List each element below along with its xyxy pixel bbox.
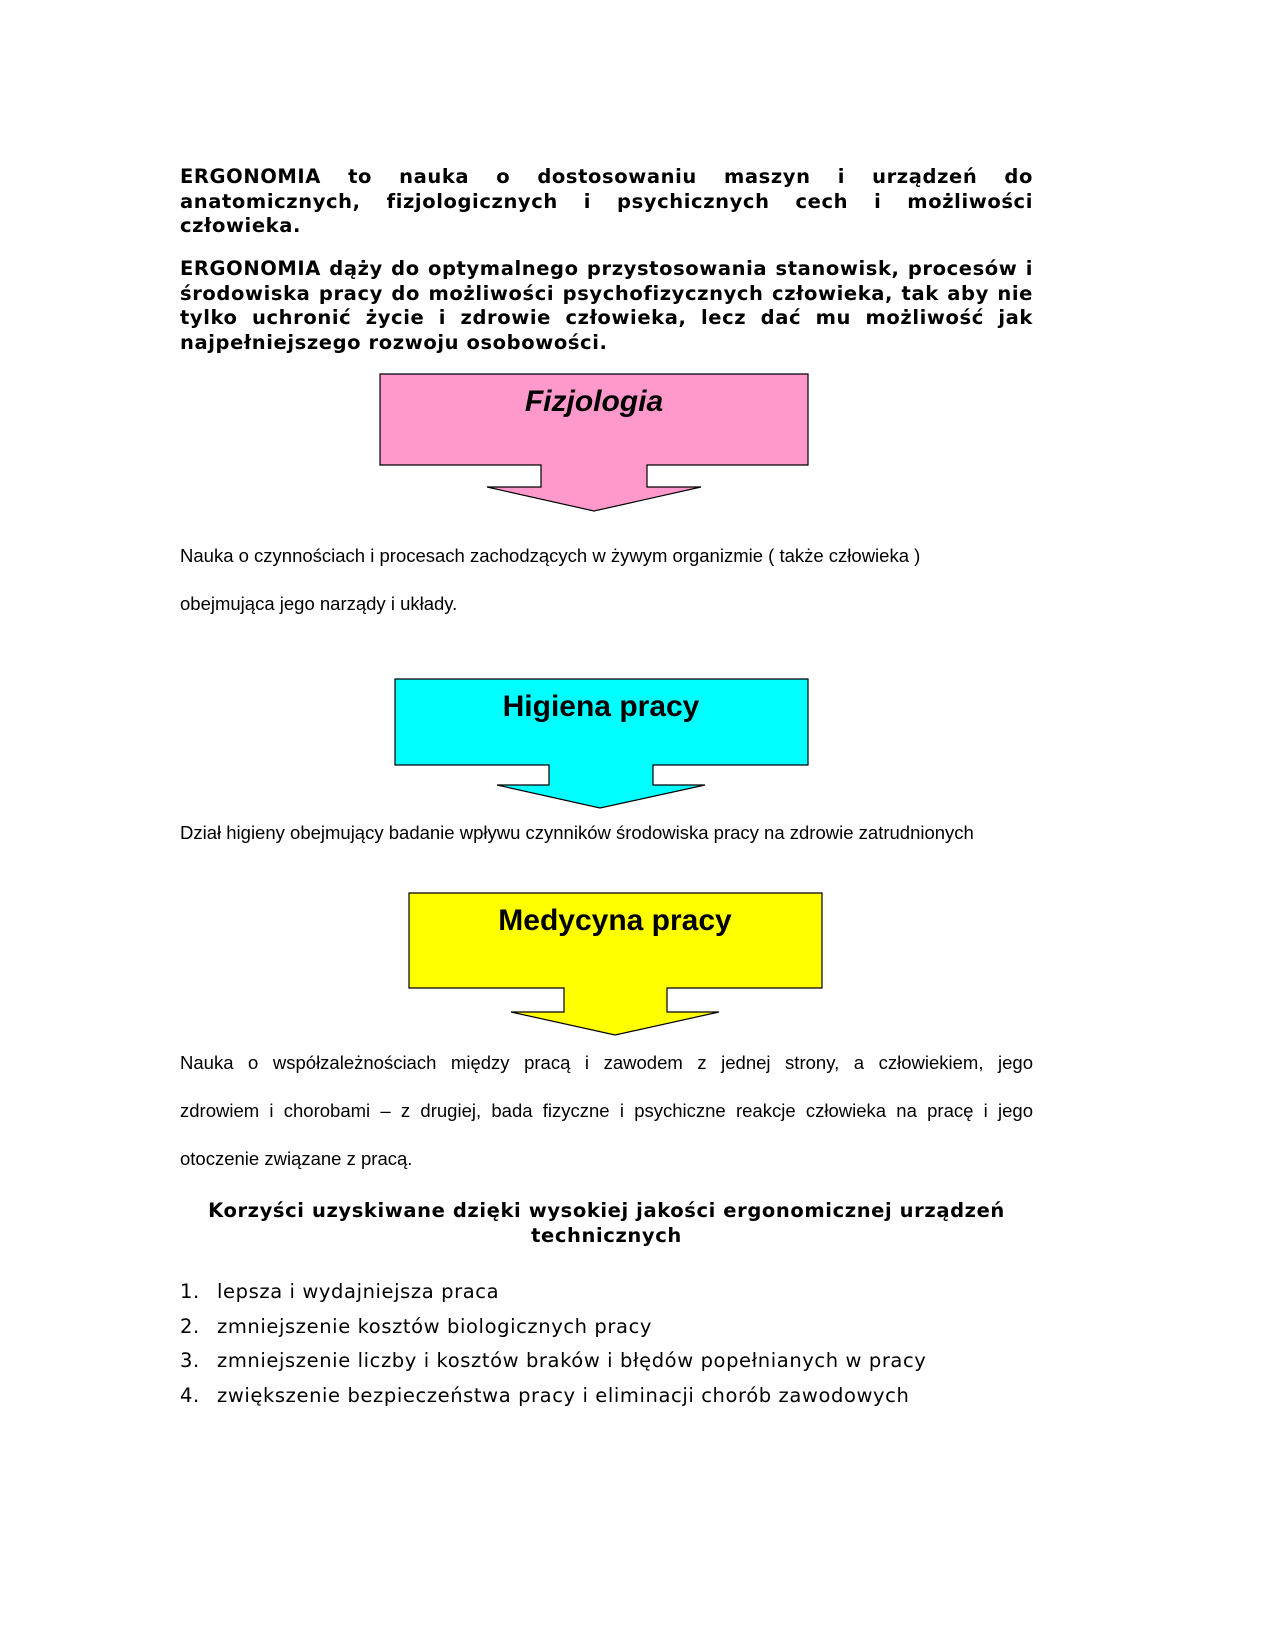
fizjologia-label: Fizjologia: [524, 385, 664, 418]
list-item-number: 2.: [180, 1315, 200, 1338]
list-item-text: zmniejszenie liczby i kosztów braków i błędów popełnianych w pracy: [217, 1349, 927, 1372]
list-item: [180, 1315, 652, 1338]
higiena-description: Dział higieny obejmujący badanie wpływu czynników środowiska pracy na zdrowie zatrudnionych: [180, 822, 974, 843]
list-item-number: 3.: [180, 1349, 200, 1372]
medycyna-description-line2: zdrowiem i chorobami – z drugiej, bada fizyczne i psychiczne reakcje człowieka na pracę i jego: [180, 1100, 1033, 1121]
medycyna-description: [180, 1039, 1033, 1183]
list-item-number: 1.: [180, 1280, 200, 1303]
higiena-label: Higiena pracy: [502, 690, 700, 723]
list-item: [180, 1280, 499, 1303]
medycyna-callout: [399, 884, 834, 1044]
fizjologia-callout: [370, 365, 820, 520]
list-item-text: lepsza i wydajniejsza praca: [217, 1280, 500, 1303]
list-item-text: zmniejszenie kosztów biologicznych pracy: [217, 1315, 653, 1338]
fizjologia-description-line1: Nauka o czynnościach i procesach zachodzących w żywym organizmie ( także człowieka ): [180, 545, 921, 566]
list-item: [180, 1384, 909, 1407]
medycyna-description-line3: otoczenie związane z pracą.: [180, 1148, 413, 1169]
medycyna-description-line1: Nauka o współzależnościach między pracą i zawodem z jednej strony, a człowiekiem, jego: [180, 1052, 1033, 1073]
list-item: [180, 1349, 926, 1372]
higiena-callout: [385, 670, 820, 815]
fizjologia-description-line2: obejmująca jego narządy i układy.: [180, 593, 458, 614]
medycyna-label: Medycyna pracy: [498, 904, 732, 937]
benefits-list: [180, 1280, 1033, 1420]
list-item-number: 4.: [180, 1384, 200, 1407]
benefits-heading: Korzyści uzyskiwane dzięki wysokiej jakości ergonomicznej urządzeń technicznych: [208, 1199, 1005, 1247]
list-item-text: zwiększenie bezpieczeństwa pracy i eliminacji chorób zawodowych: [217, 1384, 910, 1407]
ergonomia-definition: ERGONOMIA to nauka o dostosowaniu maszyn i urządzeń do anatomicznych, fizjologicznych i psychicznych cech i możliwości człowieka.: [180, 165, 1033, 237]
ergonomia-goal: ERGONOMIA dąży do optymalnego przystosowania stanowisk, procesów i środowiska pracy do możliwości psychofizycznych człowieka, tak aby nie tylko uchronić życie i zdrowie człowieka, lecz dać mu możliwość jak najpełniejszego rozwoju osobowości.: [180, 257, 1033, 354]
